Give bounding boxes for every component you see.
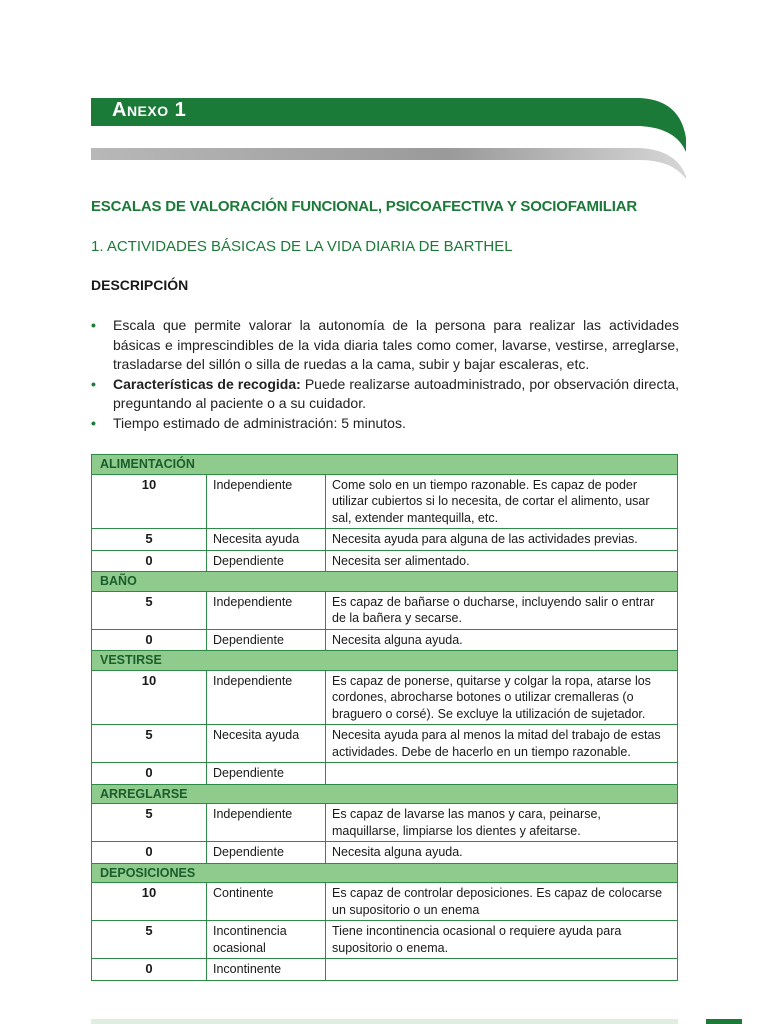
bullet-icon: • xyxy=(91,317,96,333)
category-label: VESTIRSE xyxy=(92,651,678,671)
annex-banner xyxy=(0,0,768,190)
table-row xyxy=(92,550,678,572)
category-label: ALIMENTACIÓN xyxy=(92,455,678,475)
category-label: DEPOSICIONES xyxy=(92,863,678,883)
description-cell: Come solo en un tiempo razonable. Es capaz de poder utilizar cubiertos si lo necesita, de cortar el alimento, usar sal, extender mantequilla, etc. xyxy=(326,474,678,529)
description-heading: DESCRIPCIÓN xyxy=(91,277,189,293)
category-row xyxy=(92,572,678,592)
score-cell: 5 xyxy=(92,529,207,551)
table-row xyxy=(92,529,678,551)
score-cell: 0 xyxy=(92,959,207,981)
score-cell: 5 xyxy=(92,804,207,842)
level-cell: Incontinencia ocasional xyxy=(207,921,326,959)
level-cell: Continente xyxy=(207,883,326,921)
table-row xyxy=(92,804,678,842)
description-cell: Es capaz de lavarse las manos y cara, peinarse, maquillarse, limpiarse los dientes y afeitarse. xyxy=(326,804,678,842)
category-row xyxy=(92,784,678,804)
score-cell: 10 xyxy=(92,474,207,529)
bullet-text: Escala que permite valorar la autonomía de la persona para realizar las actividades básicas e imprescindibles de la vida diaria tales como comer, lavarse, vestirse, arreglarse, trasladarse del sillón o silla de ruedas a la cama, subir y bajar escaleras, etc. xyxy=(113,317,679,372)
description-cell: Es capaz de ponerse, quitarse y colgar la ropa, atarse los cordones, abrocharse botones o utilizar cremalleras (o braguero o corsé). Se excluye la utilización de sujetador. xyxy=(326,670,678,725)
category-row xyxy=(92,455,678,475)
table-row xyxy=(92,842,678,864)
description-cell: Necesita ser alimentado. xyxy=(326,550,678,572)
level-cell: Dependiente xyxy=(207,629,326,651)
table-row xyxy=(92,629,678,651)
table-row xyxy=(92,959,678,981)
table-row xyxy=(92,474,678,529)
level-cell: Dependiente xyxy=(207,842,326,864)
category-row xyxy=(92,863,678,883)
table-row xyxy=(92,670,678,725)
category-label: ARREGLARSE xyxy=(92,784,678,804)
score-cell: 10 xyxy=(92,883,207,921)
description-cell: Necesita ayuda para alguna de las actividades previas. xyxy=(326,529,678,551)
score-cell: 5 xyxy=(92,591,207,629)
list-item xyxy=(91,375,679,414)
page-tab-marker xyxy=(706,1019,742,1024)
score-cell: 5 xyxy=(92,921,207,959)
level-cell: Independiente xyxy=(207,804,326,842)
description-cell: Necesita alguna ayuda. xyxy=(326,842,678,864)
description-list xyxy=(91,316,679,433)
level-cell: Independiente xyxy=(207,591,326,629)
level-cell: Incontinente xyxy=(207,959,326,981)
bullet-text: Puede realizarse autoadministrado, por observación directa, preguntando al paciente o a su cuidador. xyxy=(113,375,680,411)
level-cell: Dependiente xyxy=(207,763,326,785)
table-row xyxy=(92,921,678,959)
bullet-icon: • xyxy=(91,414,96,431)
level-cell: Independiente xyxy=(207,474,326,529)
score-cell: 10 xyxy=(92,670,207,725)
description-cell: Necesita ayuda para al menos la mitad del trabajo de estas actividades. Debe de hacerlo en un tiempo razonable. xyxy=(326,725,678,763)
description-cell: Necesita alguna ayuda. xyxy=(326,629,678,651)
table-row xyxy=(92,725,678,763)
category-row xyxy=(92,651,678,671)
table-row xyxy=(92,883,678,921)
category-label: BAÑO xyxy=(92,572,678,592)
description-cell: Es capaz de controlar deposiciones. Es capaz de colocarse un supositorio o un enema xyxy=(326,883,678,921)
score-cell: 0 xyxy=(92,842,207,864)
list-item xyxy=(91,414,679,434)
bullet-text: Tiempo estimado de administración: 5 minutos. xyxy=(113,414,406,431)
level-cell: Dependiente xyxy=(207,550,326,572)
score-cell: 0 xyxy=(92,763,207,785)
score-cell: 0 xyxy=(92,550,207,572)
banner-graphic xyxy=(0,0,768,190)
annex-label: Anexo 1 xyxy=(112,99,187,121)
description-cell: Tiene incontinencia ocasional o requiere ayuda para supositorio o enema. xyxy=(326,921,678,959)
list-item xyxy=(91,316,679,375)
bullet-bold: Características de recogida: xyxy=(113,375,301,392)
level-cell: Necesita ayuda xyxy=(207,725,326,763)
score-cell: 5 xyxy=(92,725,207,763)
level-cell: Necesita ayuda xyxy=(207,529,326,551)
score-cell: 0 xyxy=(92,629,207,651)
table-row xyxy=(92,591,678,629)
section-title: 1. ACTIVIDADES BÁSICAS DE LA VIDA DIARIA DE BARTHEL xyxy=(91,238,513,255)
page-title: ESCALAS DE VALORACIÓN FUNCIONAL, PSICOAFECTIVA Y SOCIOFAMILIAR xyxy=(91,198,637,215)
level-cell: Independiente xyxy=(207,670,326,725)
table-row xyxy=(92,763,678,785)
barthel-table xyxy=(91,454,678,981)
footer-divider xyxy=(91,1019,678,1024)
description-cell: Es capaz de bañarse o ducharse, incluyendo salir o entrar de la bañera y secarse. xyxy=(326,591,678,629)
bullet-icon: • xyxy=(91,375,96,392)
description-cell xyxy=(326,959,678,981)
description-cell xyxy=(326,763,678,785)
